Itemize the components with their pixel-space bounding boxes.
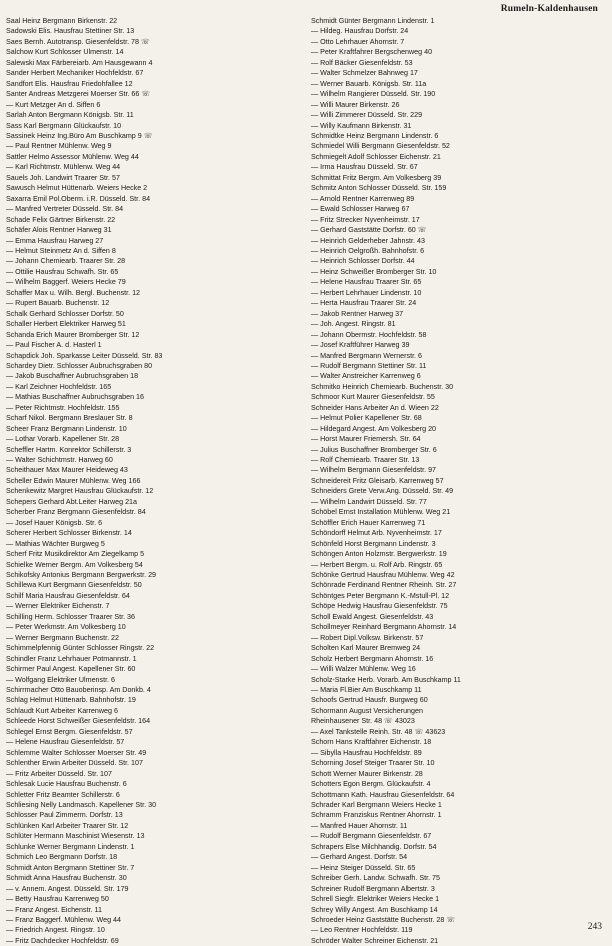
directory-entry: Schaffer Max u. Wilh. Bergl. Buchenstr. 12 [6, 288, 141, 297]
directory-entry: Scheffler Hartm. Konrektor Schillerstr. 3 [6, 445, 132, 454]
directory-entry: Saxarra Emil Pol.Oberm. i.R. Düsseld. Str. 84 [6, 194, 151, 203]
directory-entry: Schmich Leo Bergmann Dorfstr. 18 [6, 853, 118, 862]
directory-entry: Schade Felix Gärtner Birkenstr. 22 [6, 215, 116, 224]
directory-entry: Schönke Gertrud Hausfrau Mühlenw. Weg 42 [311, 571, 455, 580]
directory-entry: Sander Herbert Mechaniker Hochfeldstr. 67 [6, 69, 144, 78]
directory-entry: — Lothar Vorarb. Kapellener Str. 28 [6, 435, 120, 444]
directory-entry: — Heinrich Oelgroßh. Bahnhofstr. 6 [311, 246, 425, 255]
directory-entry: Schröder Walter Schreiner Eichenstr. 21 [311, 936, 439, 945]
directory-entry: Saes Bernh. Autotransp. Giesenfeldstr. 78 ☏ [6, 37, 150, 46]
directory-entry: — Heinrich Schlosser Dorfstr. 44 [311, 257, 415, 266]
directory-entry: Schorn Hans Kraftfahrer Eichenstr. 18 [311, 738, 432, 747]
directory-entry: Schilling Herm. Schlosser Traarer Str. 36 [6, 612, 135, 621]
directory-entry: Schott Werner Maurer Birkenstr. 28 [311, 769, 423, 778]
directory-entry: Schlag Helmut Hüttenarb. Bahnhofstr. 19 [6, 696, 136, 705]
directory-entry: — Emma Hausfrau Harweg 27 [6, 236, 104, 245]
directory-entry: Scheer Franz Bergmann Lindenstr. 10 [6, 424, 127, 433]
directory-entry: — Axel Tankstelle Reinh. Str. 48 ☏ 43623 [311, 727, 446, 736]
directory-entry: Schanda Erich Maurer Bromberger Str. 12 [6, 330, 140, 339]
directory-entry: Schielke Werner Bergm. Am Volkesberg 54 [6, 560, 143, 569]
directory-entry: — Johann Chemiearb. Traarer Str. 28 [6, 257, 126, 266]
directory-entry: — Rudolf Bergmann Stettiner Str. 11 [311, 361, 427, 370]
directory-entry: — Josef Kraftführer Harweg 39 [311, 341, 410, 350]
directory-entry: Scholz-Starke Herb. Vorarb. Am Buschkamp 11 [311, 675, 461, 684]
directory-entry: Schenkewitz Margret Hausfrau Glückaufstr. 12 [6, 487, 154, 496]
directory-entry: Schäfer Alois Rentner Harweg 31 [6, 226, 112, 235]
directory-entry: Scholten Karl Maurer Bremweg 24 [311, 644, 421, 653]
right-column [311, 16, 607, 946]
directory-entry: Schöndorff Helmut Arb. Nyvenheimstr. 17 [311, 529, 442, 538]
directory-entry: Sarlah Anton Bergmann Königsb. Str. 11 [6, 111, 134, 120]
directory-entry: — Wilhelm Baggerf. Weiers Hecke 79 [6, 278, 126, 287]
directory-entry: — Gerhard Angest. Dorfstr. 54 [311, 853, 408, 862]
directory-entry: Rheinhausener Str. 48 ☏ 43023 [311, 717, 415, 726]
directory-entry: Schmitz Anton Schlosser Düsseld. Str. 159 [311, 184, 447, 193]
page-number: 243 [587, 922, 602, 932]
directory-entry: — Willi Walzer Mühlenw. Weg 16 [311, 665, 416, 674]
directory-entry: — Heinz Schweißer Bromberger Str. 10 [311, 267, 437, 276]
directory-entry: Schlüter Hermann Maschinist Wiesenstr. 13 [6, 832, 145, 841]
directory-entry: Schneidereit Fritz Gleisarb. Karrenweg 57 [311, 476, 444, 485]
directory-entry: Schottmann Kath. Hausfrau Giesenfeldstr. 64 [311, 790, 455, 799]
directory-entry: — Mathias Buschaffner Aubruchsgraben 16 [6, 393, 145, 402]
directory-entry: — Heinrich Gelderheber Jahnstr. 43 [311, 236, 425, 245]
directory-entry: Schmidt Günter Bergmann Lindenstr. 1 [311, 17, 435, 25]
directory-entry: Schmidtke Heinz Bergmann Lindenstr. 6 [311, 131, 439, 140]
directory-entry: Schmidt Anton Bergmann Stettiner Str. 7 [6, 863, 135, 872]
directory-entry: — Fritz Dachdecker Hochfeldstr. 69 [6, 936, 119, 945]
directory-entry: Schmitko Heinrich Chemiearb. Buchenstr. 30 [311, 382, 454, 391]
directory-entry: — Betty Hausfrau Karrenweg 50 [6, 895, 109, 904]
directory-entry: — Robert Dipl.Volksw. Birkenstr. 57 [311, 633, 424, 642]
directory-entry: — Karl Richtmstr. Mühlenw. Weg 44 [6, 163, 121, 172]
directory-entry: — Joh. Angest. Ringstr. 81 [311, 320, 396, 329]
directory-entry: — Josef Hauer Königsb. Str. 6 [6, 518, 103, 527]
directory-entry: Schreiber Gerh. Landw. Schwafh. Str. 75 [311, 874, 440, 883]
directory-entry: — Otto Lehrhauer Ahornstr. 7 [311, 37, 405, 46]
directory-entry: Schirrmacher Otto Bauoberinsp. Am Donkb. 4 [6, 686, 151, 694]
directory-entry: — Wolfgang Elektriker Ulmenstr. 6 [6, 675, 115, 684]
directory-entry: Schepers Gerhard Abt.Leiter Harweg 21a [6, 497, 137, 506]
directory-entry: Schlaudt Kurt Arbeiter Karrenweg 6 [6, 706, 118, 715]
directory-entry: Sattler Helmo Assessor Mühlenw. Weg 44 [6, 152, 139, 161]
directory-entry: Schrey Willy Angest. Am Buschkamp 14 [311, 905, 438, 914]
directory-entry: Schmiegelt Adolf Schlosser Eichenstr. 21 [311, 152, 441, 161]
directory-entry: Schapdick Joh. Sparkasse Leiter Düsseld. Str. 83 [6, 351, 163, 360]
directory-entry: — Leo Rentner Hochfeldstr. 119 [311, 926, 413, 935]
directory-entry: — Herbert Lehrhauer Lindenstr. 10 [311, 288, 422, 297]
directory-entry: — Gerhard Gaststätte Dorfstr. 60 ☏ [311, 226, 427, 235]
directory-entry: — Peter Richtmstr. Hochfeldstr. 155 [6, 403, 120, 412]
directory-entry: Schleede Horst Schweißer Giesenfeldstr. 164 [6, 717, 151, 726]
directory-entry: Schroeder Heinz Gaststätte Buchenstr. 28 ☏ [311, 915, 456, 924]
directory-entry: — Jakob Buschaffner Aubruchsgraben 18 [6, 372, 139, 381]
directory-entry: Schoofs Gertrud Hausfr. Burgweg 60 [311, 696, 428, 705]
directory-entry: — Irma Hausfrau Düsseld. Str. 67 [311, 163, 418, 172]
directory-entry: Schmoor Kurt Maurer Giesenfeldstr. 55 [311, 393, 435, 402]
directory-entry: Saal Heinz Bergmann Birkenstr. 22 [6, 17, 118, 25]
directory-entry: — Walter Schichtmstr. Harweg 60 [6, 456, 113, 465]
directory-entry: Schirmer Paul Angest. Kapellener Str. 60 [6, 665, 136, 674]
directory-entry: Schlünken Karl Arbeiter Traarer Str. 12 [6, 821, 129, 830]
directory-entry: — Herbert Bergm. u. Rolf Arb. Ringstr. 65 [311, 560, 443, 569]
directory-entry: Schlunke Werner Bergmann Lindenstr. 1 [6, 842, 135, 851]
directory-entry: — Peter Kraftfahrer Bergschenweg 40 [311, 48, 433, 57]
directory-entry: Sawusch Helmut Hüttenarb. Weiers Hecke 2 [6, 184, 148, 193]
directory-entry: — Johann Obermstr. Hochfeldstr. 58 [311, 330, 427, 339]
directory-entry: Schmittat Fritz Bergm. Am Volkesberg 39 [311, 173, 442, 182]
directory-entry: Schrell Siegfr. Elektriker Weiers Hecke 1 [311, 895, 440, 904]
directory-entry: Schormann August Versicherungen [311, 706, 423, 715]
directory-entry: — Willi Maurer Birkenstr. 26 [311, 100, 400, 109]
directory-entry: — Walter Schmelzer Bahnweg 17 [311, 69, 418, 78]
directory-entry: Scherf Fritz Musikdirektor Am Ziegelkamp 5 [6, 550, 145, 559]
directory-entry: — Rudolf Bergmann Giesenfeldstr. 67 [311, 832, 432, 841]
directory-entry: — Manfred Bergmann Wernerstr. 6 [311, 351, 422, 360]
directory-entry: Scherer Herbert Schlosser Birkenstr. 14 [6, 529, 132, 538]
directory-entry: — Willy Kaufmann Birkenstr. 31 [311, 121, 412, 130]
directory-entry: Schollmeyer Reinhard Bergmann Ahornstr. 14 [311, 623, 457, 632]
directory-entry: Schillewa Kurt Bergmann Giesenfeldstr. 50 [6, 581, 142, 590]
directory-entry: Schimmelpfennig Günter Schlosser Ringstr. 22 [6, 644, 155, 653]
directory-entry: — Ottilie Hausfrau Schwafh. Str. 65 [6, 267, 119, 276]
directory-entry: — Walter Anstreicher Karrenweg 6 [311, 372, 421, 381]
directory-entry: — Manfred Vertreter Düsseld. Str. 84 [6, 205, 124, 214]
directory-entry: — Rolf Chemiearb. Traarer Str. 13 [311, 456, 420, 465]
directory-entry: — Fritz Arbeiter Düsseld. Str. 107 [6, 769, 112, 778]
directory-entry: Schönrade Ferdinand Rentner Rheinh. Str. 27 [311, 581, 457, 590]
directory-entry: — Hildeg. Hausfrau Dorfstr. 24 [311, 27, 409, 36]
directory-entry: — Wilhelm Rangierer Düsseld. Str. 190 [311, 90, 436, 99]
directory-entry: Schotters Egon Bergm. Glückaufstr. 4 [311, 780, 431, 789]
directory-entry: Sauels Joh. Landwirt Traarer Str. 57 [6, 173, 120, 182]
directory-entry: — Werner Elektriker Eichenstr. 7 [6, 602, 110, 611]
directory-entry: Schindler Franz Lehrhauer Potmannstr. 1 [6, 654, 137, 663]
directory-entry: Scholl Ewald Angest. Giesenfeldstr. 43 [311, 612, 434, 621]
directory-entry: — Helene Hausfrau Traarer Str. 65 [311, 278, 422, 287]
directory-entry: — Franz Angest. Eichenstr. 11 [6, 905, 102, 914]
directory-entry: — Franz Baggerf. Mühlenw. Weg 44 [6, 915, 121, 924]
directory-entry: — Jakob Rentner Harweg 37 [311, 309, 404, 318]
directory-entry: Schöffler Erich Hauer Karrenweg 71 [311, 518, 426, 527]
directory-entry: Schmiedel Willi Bergmann Giesenfeldstr. 52 [311, 142, 450, 151]
directory-entry: — Rupert Bauarb. Buchenstr. 12 [6, 299, 110, 308]
directory-entry: — Helene Hausfrau Giesenfeldstr. 57 [6, 738, 125, 747]
directory-entry: — Willi Zimmerer Düsseld. Str. 229 [311, 111, 423, 120]
directory-entry: Schardey Dietr. Schlosser Aubruchsgraben 80 [6, 361, 153, 370]
directory-entry: — Manfred Hauer Ahornstr. 11 [311, 821, 408, 830]
directory-entry: Schlesak Lucie Hausfrau Buchenstr. 6 [6, 780, 127, 789]
directory-entry: Schmidt Anna Hausfrau Buchenstr. 30 [6, 874, 127, 883]
directory-entry: Scholz Herbert Bergmann Ahornstr. 16 [311, 654, 434, 663]
directory-entry: Schaller Herbert Elektriker Harweg 51 [6, 320, 126, 329]
directory-entry: Schrapers Else Milchhandig. Dorfstr. 54 [311, 842, 437, 851]
directory-entry: — Maria Fl.Bier Am Buschkamp 11 [311, 686, 422, 694]
directory-entry: — Helmut Polier Kapellener Str. 68 [311, 414, 422, 423]
directory-entry: Sadowski Elis. Hausfrau Stettiner Str. 13 [6, 27, 135, 36]
directory-entry: Schilf Maria Hausfrau Giesenfeldstr. 64 [6, 591, 130, 600]
directory-entry: Salchow Kurt Schlosser Ulmenstr. 14 [6, 48, 124, 57]
directory-entry: — Arnold Rentner Karrenweg 89 [311, 194, 415, 203]
directory-entry: — Ewald Schlosser Harweg 67 [311, 205, 410, 214]
directory-entry: — Helmut Steinmetz An d. Siffen 8 [6, 246, 116, 255]
directory-entry: Sandfort Elis. Hausfrau Friedohfallee 12 [6, 79, 133, 88]
left-column [6, 16, 298, 946]
directory-entry: Schneider Hans Arbeiter An d. Wieen 22 [311, 403, 439, 412]
directory-entry: Sass Karl Bergmann Glückaufstr. 10 [6, 121, 122, 130]
directory-entry: Scheller Edwin Maurer Mühlenw. Weg 166 [6, 476, 141, 485]
directory-entry: Schlemme Walter Schlosser Moerser Str. 49 [6, 748, 147, 757]
directory-entry: Scherber Franz Bergmann Giesenfeldstr. 84 [6, 508, 146, 517]
directory-entry: — Paul Fischer A. d. Hasterl 1 [6, 341, 102, 350]
directory-entry: Sassinek Heinz Ing.Büro Am Buschkamp 9 ☏ [6, 131, 153, 140]
directory-entry: Schalk Gerhard Schlosser Dorfstr. 50 [6, 309, 124, 318]
directory-entry: Salewski Max Färbereiarb. Am Hausgewann 4 [6, 58, 153, 67]
directory-entry: Schönfeld Horst Bergmann Lindenstr. 3 [311, 539, 436, 548]
directory-entry: — Horst Maurer Friemersh. Str. 64 [311, 435, 421, 444]
directory-entry: — Heinz Steiger Düsseld. Str. 65 [311, 863, 416, 872]
directory-entry: — Fritz Strecker Nyvenheimstr. 17 [311, 215, 420, 224]
directory-entry: Schlenther Erwin Arbeiter Düsseld. Str. 107 [6, 759, 143, 768]
directory-entry: — Wilhelm Bergmann Giesenfeldstr. 97 [311, 466, 437, 475]
directory-entry: — Wilhelm Landwirt Düsseld. Str. 77 [311, 497, 427, 506]
directory-entry: — Kurt Metzger An d. Siffen 6 [6, 100, 101, 109]
directory-entry: Scharf Nikol. Bergmann Breslauer Str. 8 [6, 414, 133, 423]
directory-entry: Schliesing Nelly Landmasch. Kapellener Str. 30 [6, 800, 157, 809]
directory-entry: Schöpe Hedwig Hausfrau Giesenfeldstr. 75 [311, 602, 448, 611]
directory-entry: — Werner Bergmann Buchenstr. 22 [6, 633, 119, 642]
directory-entry: — Herta Hausfrau Traarer Str. 24 [311, 299, 417, 308]
directory-entry: Schrader Karl Bergmann Weiers Hecke 1 [311, 800, 442, 809]
directory-entry: Schöntges Peter Bergmann K.-Mstull-Pl. 12 [311, 591, 450, 600]
directory-entry: — Sibylla Hausfrau Hochfeldstr. 89 [311, 748, 422, 757]
directory-entry: Schramm Franziskus Rentner Ahornstr. 1 [311, 811, 442, 820]
directory-entry: — Friedrich Angest. Ringstr. 10 [6, 926, 105, 935]
directory-entry: — v. Annem. Angest. Düsseld. Str. 179 [6, 884, 129, 893]
directory-entry: Schneiders Grete Verw.Ang. Düsseld. Str. 49 [311, 487, 454, 496]
directory-entry: — Paul Rentner Mühlenw. Weg 9 [6, 142, 112, 151]
directory-entry: Santer Andreas Metzgerei Moerser Str. 66 ☏ [6, 90, 151, 99]
directory-entry: Schorning Josef Steiger Traarer Str. 10 [311, 759, 435, 768]
directory-entry: Schikofsky Antonius Bergmann Bergwerkstr. 29 [6, 571, 157, 580]
directory-entry: — Karl Zeichner Hochfeldstr. 165 [6, 382, 112, 391]
directory-entry: — Mathias Wächter Burgweg 5 [6, 539, 105, 548]
directory-entry: — Rolf Bäcker Giesenfeldstr. 53 [311, 58, 413, 67]
directory-entry: Schlegel Ernst Bergm. Giesenfeldstr. 57 [6, 727, 133, 736]
running-header: Rumeln-Kaldenhausen [500, 4, 598, 14]
directory-entry: — Werner Bauarb. Königsb. Str. 11a [311, 79, 427, 88]
directory-entry: Scheithauer Max Maurer Heideweg 43 [6, 466, 128, 475]
directory-entry: Schöngen Anton Holzmstr. Bergwerkstr. 19 [311, 550, 447, 559]
directory-entry: Schreiner Rudolf Bergmann Albertstr. 3 [311, 884, 435, 893]
directory-entry: Schletter Fritz Beamter Schillerstr. 6 [6, 790, 120, 799]
directory-entry: Schöbel Ernst Installation Mühlenw. Weg 21 [311, 508, 451, 517]
directory-entry: — Hildegard Angest. Am Volkesberg 20 [311, 424, 437, 433]
directory-entry: Schlosser Paul Zimmerm. Dorfstr. 13 [6, 811, 123, 820]
directory-entry: — Julius Buschaffner Bromberger Str. 6 [311, 445, 437, 454]
directory-entry: — Peter Werkmstr. Am Volkesberg 10 [6, 623, 126, 632]
